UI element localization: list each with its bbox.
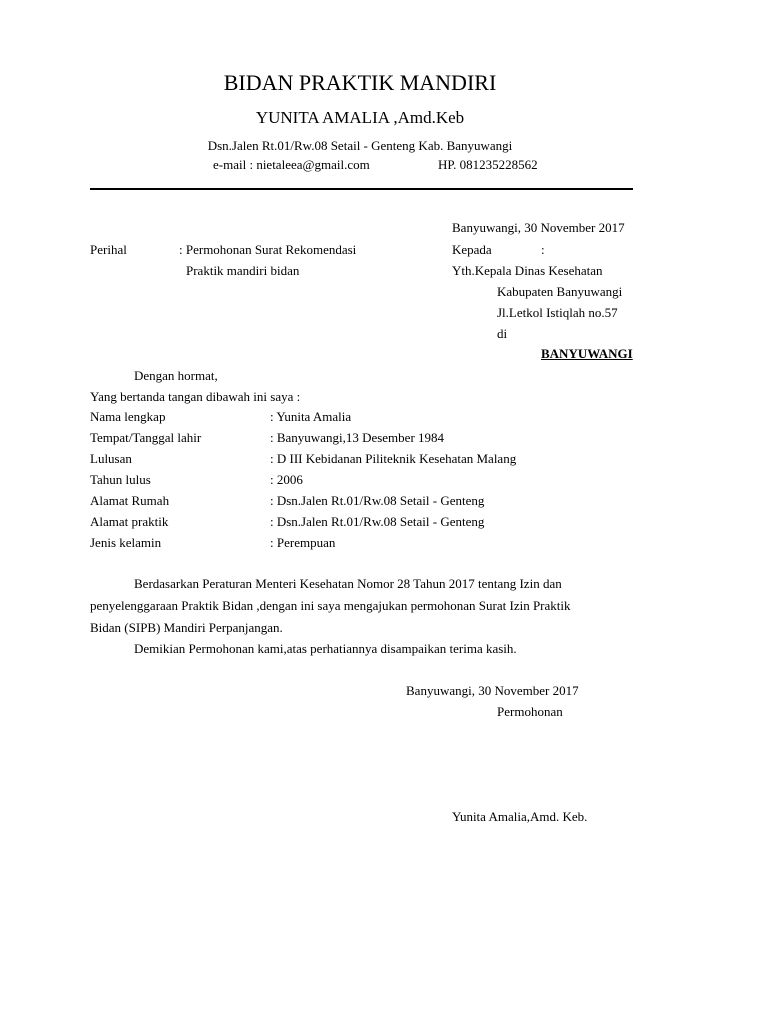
- recipient-city: BANYUWANGI: [541, 346, 633, 361]
- greeting: Dengan hormat,: [134, 368, 218, 383]
- field-label: Tempat/Tanggal lahir: [90, 430, 202, 445]
- perihal-value-2: Praktik mandiri bidan: [186, 263, 300, 278]
- recipient-line-2: Kabupaten Banyuwangi: [497, 284, 623, 299]
- field-value: : Perempuan: [270, 535, 336, 550]
- paragraph-line-3: Bidan (SIPB) Mandiri Perpanjangan.: [90, 620, 283, 635]
- recipient-line-4: di: [497, 326, 508, 341]
- kepada-label: Kepada: [452, 242, 492, 257]
- date-line: Banyuwangi, 30 November 2017: [452, 220, 625, 235]
- signature-date: Banyuwangi, 30 November 2017: [406, 683, 579, 698]
- field-label: Nama lengkap: [90, 409, 166, 424]
- letterhead-address: Dsn.Jalen Rt.01/Rw.08 Setail - Genteng Kab. Banyuwangi: [207, 138, 513, 153]
- field-label: Jenis kelamin: [90, 535, 162, 550]
- field-label: Tahun lulus: [90, 472, 151, 487]
- signature-role: Permohonan: [497, 704, 563, 719]
- letterhead-phone: HP. 081235228562: [438, 157, 538, 172]
- intro-line: Yang bertanda tangan dibawah ini saya :: [90, 389, 301, 404]
- letterhead-divider: [90, 188, 633, 190]
- recipient-line-1: Yth.Kepala Dinas Kesehatan: [452, 263, 603, 278]
- field-value: : Banyuwangi,13 Desember 1984: [270, 430, 445, 445]
- kepada-colon: :: [541, 242, 545, 257]
- field-value: : 2006: [270, 472, 303, 487]
- letterhead-title: BIDAN PRAKTIK MANDIRI: [223, 70, 497, 95]
- paragraph-line-2: penyelenggaraan Praktik Bidan ,dengan ini saya mengajukan permohonan Surat Izin Praktik: [90, 598, 571, 613]
- field-value: : Dsn.Jalen Rt.01/Rw.08 Setail - Genteng: [270, 493, 485, 508]
- letterhead-email: e-mail : nietaleea@gmail.com: [213, 157, 370, 172]
- field-value: : D III Kebidanan Piliteknik Kesehatan Malang: [270, 451, 517, 466]
- perihal-label: Perihal: [90, 242, 127, 257]
- field-label: Alamat praktik: [90, 514, 169, 529]
- perihal-value-1: : Permohonan Surat Rekomendasi: [179, 242, 357, 257]
- letterhead-name: YUNITA AMALIA ,Amd.Keb: [255, 108, 465, 127]
- closing-line: Demikian Permohonan kami,atas perhatiannya disampaikan terima kasih.: [134, 641, 517, 656]
- field-value: : Yunita Amalia: [270, 409, 352, 424]
- paragraph-line-1: Berdasarkan Peraturan Menteri Kesehatan Nomor 28 Tahun 2017 tentang Izin dan: [134, 576, 562, 591]
- field-label: Lulusan: [90, 451, 132, 466]
- field-value: : Dsn.Jalen Rt.01/Rw.08 Setail - Genteng: [270, 514, 485, 529]
- field-label: Alamat Rumah: [90, 493, 170, 508]
- signature-name: Yunita Amalia,Amd. Keb.: [452, 809, 588, 824]
- recipient-line-3: Jl.Letkol Istiqlah no.57: [497, 305, 618, 320]
